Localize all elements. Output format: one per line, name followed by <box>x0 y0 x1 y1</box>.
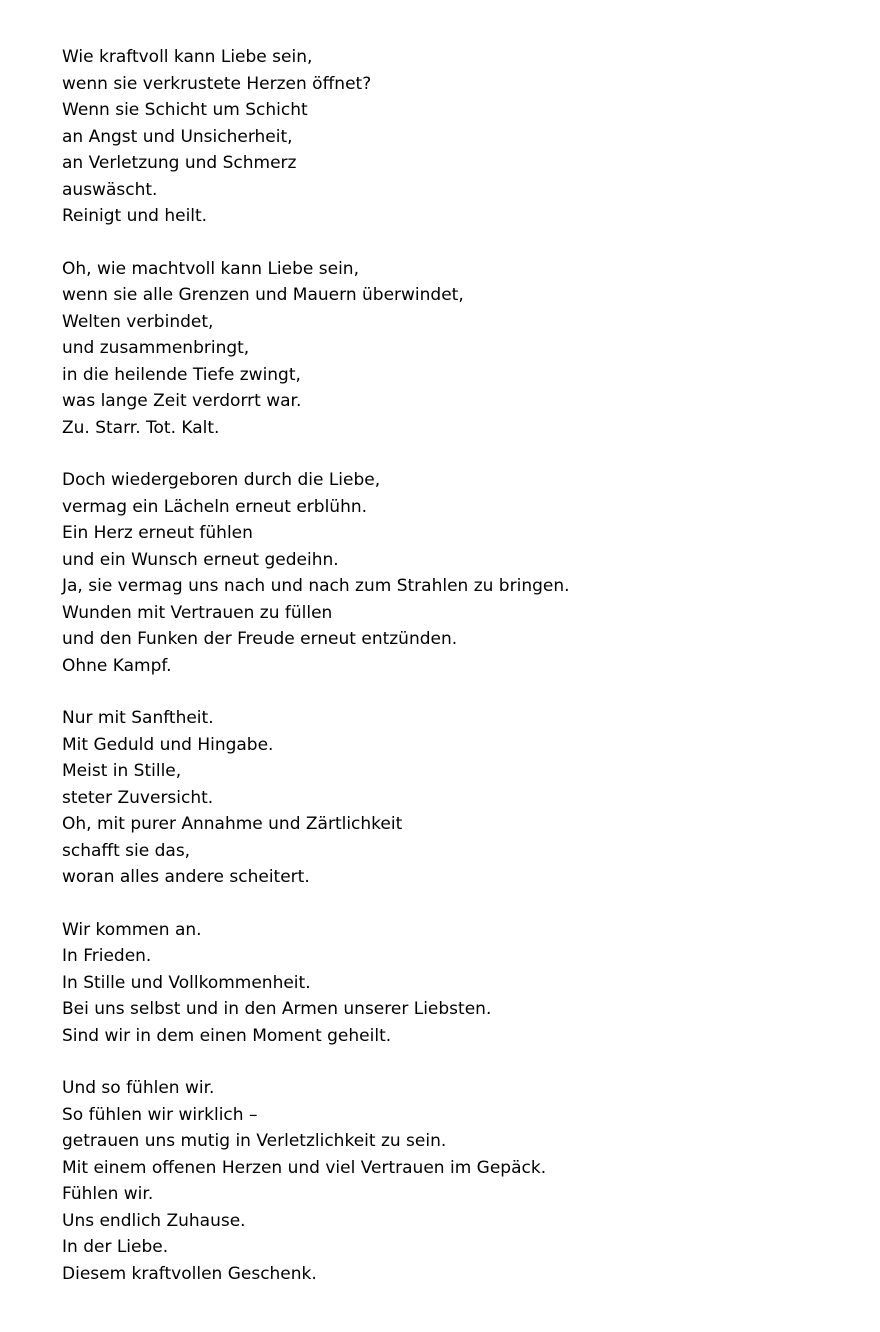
poem-line: Wenn sie Schicht um Schicht <box>62 100 308 120</box>
poem-text <box>62 44 842 1287</box>
poem-line: Oh, wie machtvoll kann Liebe sein, <box>62 258 359 279</box>
poem-line: Doch wiedergeboren durch die Liebe, <box>62 470 381 490</box>
poem-line: Nur mit Sanftheit. <box>62 708 214 728</box>
poem-line: wenn sie alle Grenzen und Mauern überwindet, <box>62 285 464 305</box>
poem-line: und zusammenbringt, <box>62 338 250 358</box>
poem-line: in die heilende Tiefe zwingt, <box>62 364 301 385</box>
stanza-4 <box>62 705 842 891</box>
poem-line: Bei uns selbst und in den Armen unserer Liebsten. <box>62 999 492 1019</box>
poem-line: an Angst und Unsicherheit, <box>62 126 293 147</box>
poem-line: Oh, mit purer Annahme und Zärtlichkeit <box>62 814 403 834</box>
stanza-2 <box>62 256 842 442</box>
poem-line: Uns endlich Zuhause. <box>62 1210 246 1231</box>
poem-line: Diesem kraftvollen Geschenk. <box>62 1263 317 1284</box>
poem-line: Ohne Kampf. <box>62 655 172 676</box>
poem-line: vermag ein Lächeln erneut erblühn. <box>62 496 368 517</box>
poem-line: In Stille und Vollkommenheit. <box>62 972 311 993</box>
stanza-6 <box>62 1075 842 1287</box>
poem-line: Ja, sie vermag uns nach und nach zum Strahlen zu bringen. <box>62 576 570 596</box>
poem-line: und den Funken der Freude erneut entzünden. <box>62 629 458 649</box>
poem-line: was lange Zeit verdorrt war. <box>62 391 302 411</box>
poem-line: getrauen uns mutig in Verletzlichkeit zu sein. <box>62 1131 447 1151</box>
poem-line: an Verletzung und Schmerz <box>62 153 297 173</box>
poem-line: Wunden mit Vertrauen zu füllen <box>62 602 333 623</box>
poem-line: So fühlen wir wirklich – <box>62 1104 258 1125</box>
stanza-5 <box>62 917 842 1050</box>
poem-line: Fühlen wir. <box>62 1184 154 1204</box>
poem-line: Ein Herz erneut fühlen <box>62 523 253 543</box>
poem-line: Mit einem offenen Herzen und viel Vertrauen im Gepäck. <box>62 1157 547 1178</box>
poem-line: Wir kommen an. <box>62 919 202 940</box>
poem-line: steter Zuversicht. <box>62 787 214 808</box>
poem-line: woran alles andere scheitert. <box>62 867 310 887</box>
poem-line: Sind wir in dem einen Moment geheilt. <box>62 1025 392 1046</box>
stanza-3 <box>62 467 842 679</box>
poem-line: Welten verbindet, <box>62 311 214 332</box>
poem-line: Reinigt und heilt. <box>62 206 208 226</box>
poem-line: Und so fühlen wir. <box>62 1078 215 1098</box>
stanza-1 <box>62 44 842 230</box>
poem-line: wenn sie verkrustete Herzen öffnet? <box>62 73 372 94</box>
poem-line: Mit Geduld und Hingabe. <box>62 734 274 755</box>
poem-line: schafft sie das, <box>62 840 191 861</box>
poem-line: auswäscht. <box>62 179 158 200</box>
poem-line: Wie kraftvoll kann Liebe sein, <box>62 47 313 67</box>
poem-line: Zu. Starr. Tot. Kalt. <box>62 417 220 438</box>
poem-line: und ein Wunsch erneut gedeihn. <box>62 549 339 570</box>
poem-line: Meist in Stille, <box>62 761 182 781</box>
poem-line: In Frieden. <box>62 946 152 966</box>
poem-line: In der Liebe. <box>62 1237 169 1257</box>
